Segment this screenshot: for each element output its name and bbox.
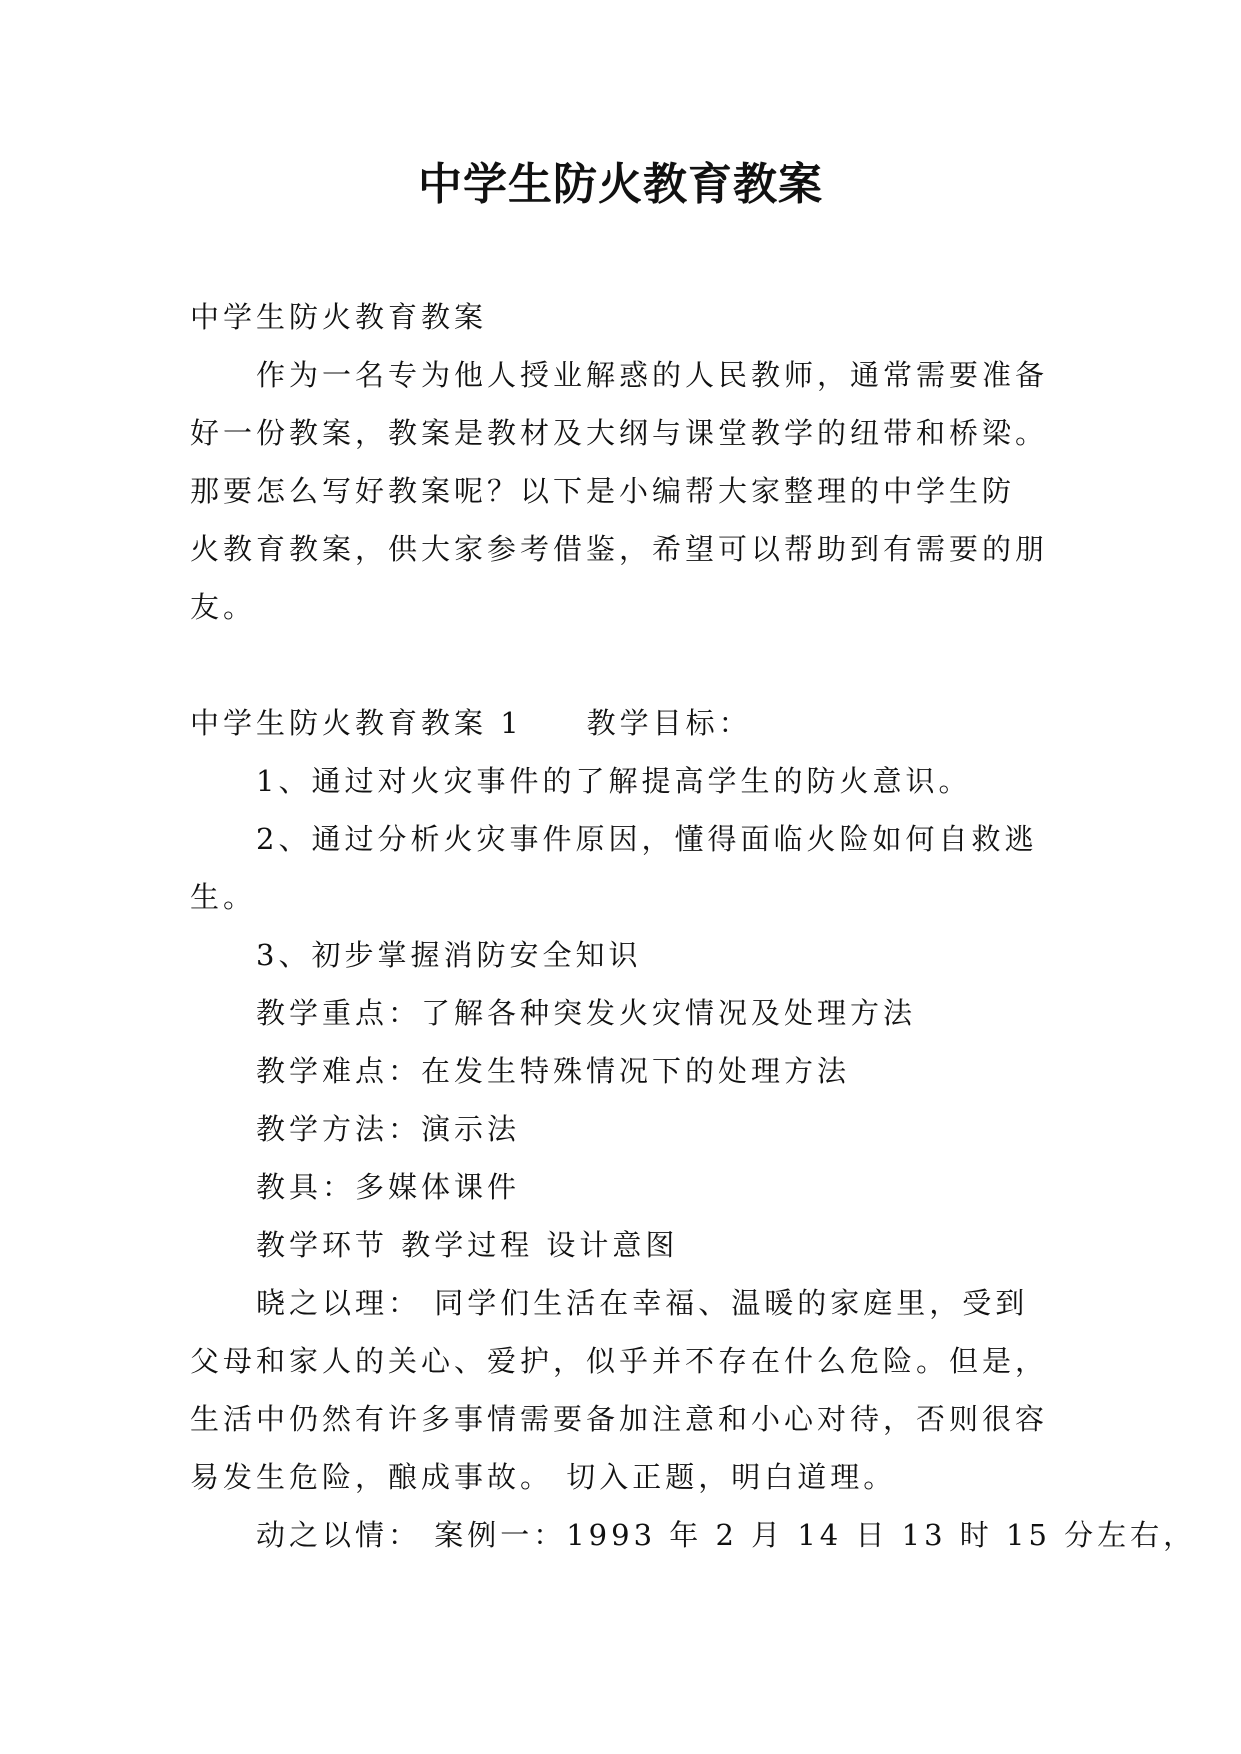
intro-paragraph-line: 火教育教案，供大家参考借鉴，希望可以帮助到有需要的朋 [190,532,1049,566]
objective-item: 1、通过对火灾事件的了解提高学生的防火意识。 [256,764,972,798]
reason-paragraph-line: 生活中仍然有许多事情需要备加注意和小心对待，否则很容 [190,1402,1049,1436]
teaching-phases: 教学环节 教学过程 设计意图 [256,1228,679,1262]
emotion-paragraph-line: 动之以情： 案例一：1993 年 2 月 14 日 13 时 15 分左右， [256,1518,1197,1552]
reason-paragraph-line: 易发生危险，酿成事故。 切入正题，明白道理。 [190,1460,897,1494]
intro-paragraph-line: 友。 [190,590,257,624]
difficulty: 教学难点：在发生特殊情况下的处理方法 [256,1054,851,1088]
intro-paragraph-line: 好一份教案，教案是教材及大纲与课堂教学的纽带和桥梁。 [190,416,1049,450]
objective-item-continuation: 生。 [190,880,257,914]
teaching-tools: 教具：多媒体课件 [256,1170,521,1204]
section-heading: 中学生防火教育教案 1 [190,706,523,740]
objectives-label: 教学目标： [586,706,752,740]
teaching-method: 教学方法：演示法 [256,1112,521,1146]
objective-item: 3、初步掌握消防安全知识 [256,938,642,972]
key-point: 教学重点：了解各种突发火灾情况及处理方法 [256,996,917,1030]
paragraph-spacer [190,636,1050,694]
intro-paragraph-line: 那要怎么写好教案呢？以下是小编帮大家整理的中学生防 [190,474,1016,508]
objective-item: 2、通过分析火灾事件原因，懂得面临火险如何自救逃 [256,822,1038,856]
document-title: 中学生防火教育教案 [418,159,823,210]
intro-paragraph-line: 作为一名专为他人授业解惑的人民教师，通常需要准备 [256,358,1049,392]
document-body [190,288,1197,1564]
intro-heading: 中学生防火教育教案 [190,300,488,334]
reason-paragraph-line: 晓之以理： 同学们生活在幸福、温暖的家庭里，受到 [256,1286,1029,1320]
section-heading-row [190,694,1050,752]
reason-paragraph-line: 父母和家人的关心、爱护，似乎并不存在什么危险。但是， [190,1344,1049,1378]
